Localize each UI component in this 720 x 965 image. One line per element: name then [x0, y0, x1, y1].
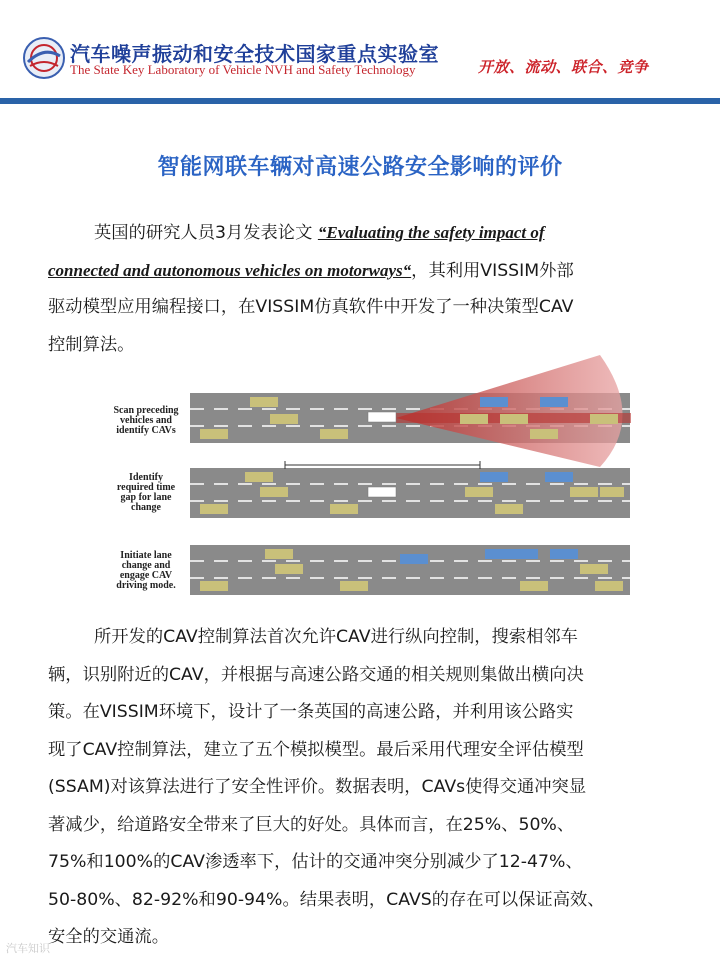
watermark: 汽车知识: [6, 942, 50, 955]
vehicle: [600, 487, 624, 497]
vehicle: [200, 504, 228, 514]
cav-vehicle: [480, 397, 508, 407]
header-divider: [0, 98, 720, 104]
paragraph-line: 50-80%、82-92%和90-94%。结果表明，CAVS的存在可以保证高效、: [48, 889, 605, 910]
ego-cav-vehicle: [368, 487, 396, 497]
road-panel-2: [190, 461, 630, 518]
sensor-range-cone: [396, 355, 623, 467]
road-panel-3: [190, 545, 630, 595]
vehicle: [580, 564, 608, 574]
paragraph-results: [48, 619, 676, 957]
vehicle: [200, 429, 228, 439]
ego-cav-vehicle: [400, 554, 428, 564]
article-title: 智能网联车辆对高速公路安全影响的评价: [157, 155, 563, 180]
vehicle: [340, 581, 368, 591]
vehicle: [590, 414, 618, 424]
cav-vehicle: [510, 549, 538, 559]
cav-vehicle: [485, 549, 513, 559]
paragraph-line: 著减少，给道路安全带来了巨大的好处。具体而言，在25%、50%、: [48, 814, 575, 835]
vehicle: [500, 414, 528, 424]
paper-title: connected and autonomous vehicles on motorways“: [48, 260, 412, 280]
cav-vehicle: [545, 472, 573, 482]
figure-label-initiate: Initiate lane change and engage CAV driving mode.: [116, 550, 176, 591]
vehicle: [260, 487, 288, 497]
lab-name-cn: 汽车噪声振动和安全技术国家重点实验室: [70, 42, 439, 66]
paragraph-line: 所开发的CAV控制算法首次允许CAV进行纵向控制，搜索相邻车: [94, 627, 578, 647]
paragraph-intro: [48, 214, 676, 364]
vehicle: [200, 581, 228, 591]
paragraph-line: 英国的研究人员3月发表论文 “Evaluating the safety impact of: [94, 223, 545, 243]
lab-name-en: The State Key Laboratory of Vehicle NVH and Safety Technology: [70, 62, 416, 77]
cav-vehicle: [540, 397, 568, 407]
paragraph-line: (SSAM)对该算法进行了安全性评价。数据表明，CAVs使得交通冲突显: [48, 777, 587, 797]
page-header: [0, 0, 720, 92]
vehicle: [245, 472, 273, 482]
lab-logo-icon: [22, 36, 66, 80]
paragraph-line: connected and autonomous vehicles on motorways“，其利用VISSIM外部: [48, 260, 574, 281]
cav-vehicle: [480, 472, 508, 482]
cav-vehicle: [550, 549, 578, 559]
paragraph-line: 现了CAV控制算法，建立了五个模拟模型。最后采用代理安全评估模型: [48, 739, 584, 760]
paragraph-line: 驱动模型应用编程接口，在VISSIM仿真软件中开发了一种决策型CAV: [48, 297, 574, 317]
vehicle: [270, 414, 298, 424]
paragraph-line: 安全的交通流。: [48, 927, 169, 947]
cav-algorithm-figure: [100, 355, 640, 605]
vehicle: [530, 429, 558, 439]
vehicle: [595, 581, 623, 591]
paragraph-line: 控制算法。: [48, 334, 135, 355]
vehicle: [465, 487, 493, 497]
lab-slogan: 开放、流动、联合、竞争: [478, 58, 649, 76]
paper-title: “Evaluating the safety impact of: [317, 223, 545, 242]
vehicle: [320, 429, 348, 439]
paragraph-line: 辆，识别附近的CAV，并根据与高速公路交通的相关规则集做出横向决: [48, 664, 584, 685]
vehicle: [265, 549, 293, 559]
vehicle: [250, 397, 278, 407]
vehicle: [460, 414, 488, 424]
paragraph-line: 策。在VISSIM环境下，设计了一条英国的高速公路，并利用该公路实: [48, 702, 574, 722]
paragraph-line: 75%和100%的CAV渗透率下，估计的交通冲突分别减少了12-47%、: [48, 852, 583, 872]
vehicle: [520, 581, 548, 591]
figure-label-scan: Scan preceding vehicles and identify CAVs: [113, 405, 179, 436]
vehicle: [330, 504, 358, 514]
vehicle: [570, 487, 598, 497]
vehicle: [495, 504, 523, 514]
ego-cav-vehicle: [368, 412, 396, 422]
road-panel-1: [190, 355, 631, 467]
figure-label-gap: Identify required time gap for lane change: [116, 472, 176, 513]
vehicle: [275, 564, 303, 574]
